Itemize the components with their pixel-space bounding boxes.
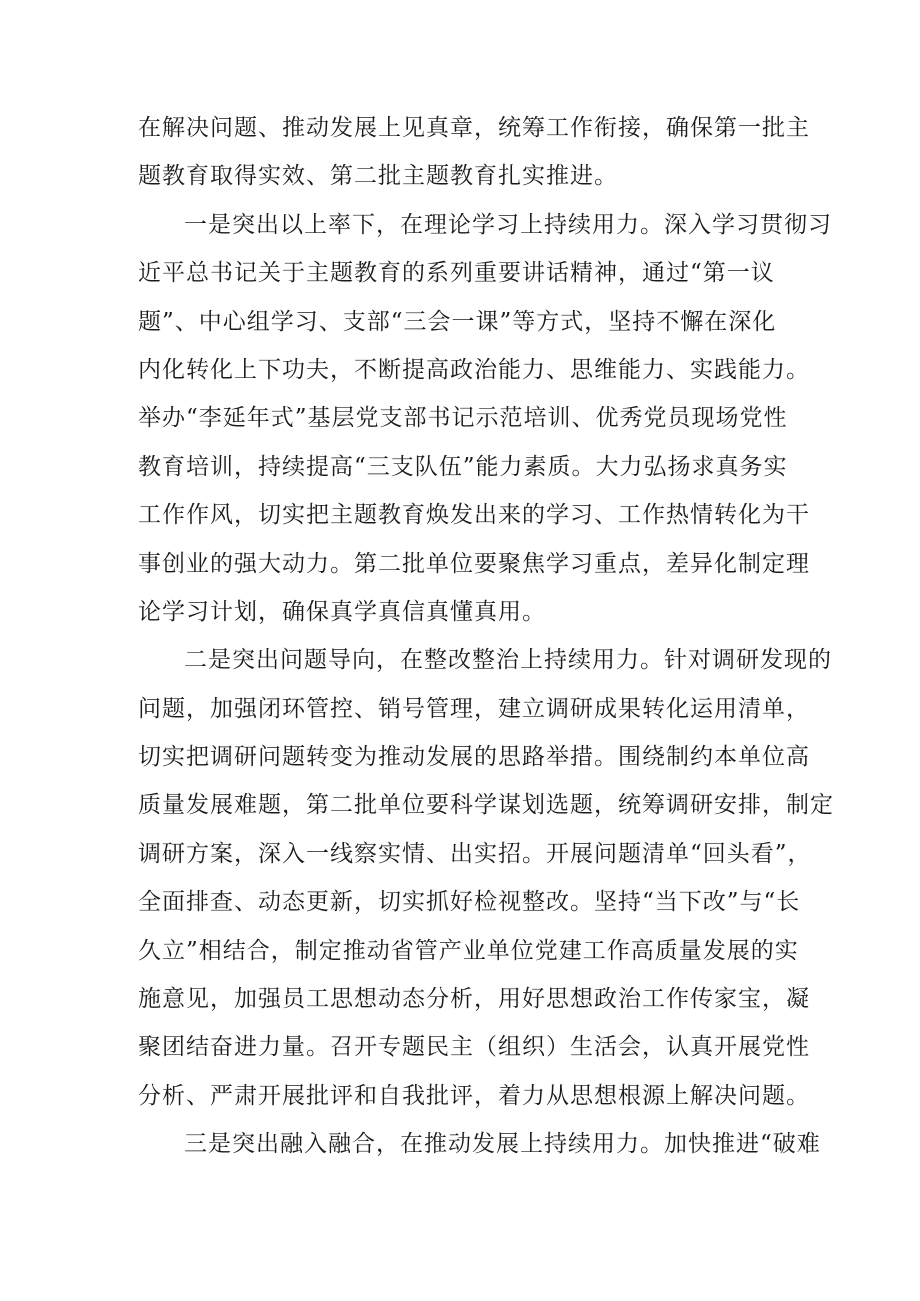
text-line: 久立”相结合，制定推动省管产业单位党建工作高质量发展的实 [138, 937, 799, 964]
paragraph-3 [138, 636, 834, 1120]
text-line: 问题，加强闭环管控、销号管理，建立调研成果转化运用清单， [138, 695, 810, 722]
text-line: 内化转化上下功夫，不断提高政治能力、思维能力、实践能力。 [138, 356, 810, 383]
text-line: 分析、严肃开展批评和自我批评，着力从思想根源上解决问题。 [138, 1082, 810, 1109]
paragraph-2 [138, 201, 832, 637]
text-line: 举办“李延年式”基层党支部书记示范培训、优秀党员现场党性 [138, 405, 788, 432]
text-line: 三是突出融入融合，在推动发展上持续用力。加快推进“破难 [184, 1131, 821, 1158]
text-line: 一是突出以上率下，在理论学习上持续用力。深入学习贯彻习 [184, 211, 832, 238]
text-line: 教育培训，持续提高“三支队伍”能力素质。大力弘扬求真务实 [138, 453, 788, 480]
text-line: 切实把调研问题转变为推动发展的思路举措。围绕制约本单位高 [138, 744, 810, 771]
text-line: 近平总书记关于主题教育的系列重要讲话精神，通过“第一议 [138, 260, 775, 287]
paragraph-1 [138, 104, 810, 201]
text-line: 题”、中心组学习、支部“三会一课”等方式，坚持不懈在深化 [138, 308, 777, 335]
document-body [138, 104, 834, 1169]
text-line: 质量发展难题，第二批单位要科学谋划选题，统筹调研安排，制定 [138, 792, 834, 819]
text-line: 二是突出问题导向，在整改整治上持续用力。针对调研发现的 [184, 647, 832, 674]
text-line: 聚团结奋进力量。召开专题民主（组织）生活会，认真开展党性 [138, 1034, 810, 1061]
paragraph-4 [138, 1120, 821, 1168]
text-line: 调研方案，深入一线察实情、出实招。开展问题清单“回头看”， [138, 840, 812, 867]
text-line: 在解决问题、推动发展上见真章，统筹工作衔接，确保第一批主 [138, 115, 810, 141]
text-line: 事创业的强大动力。第二批单位要聚焦学习重点，差异化制定理 [138, 550, 810, 577]
text-line: 论学习计划，确保真学真信真懂真用。 [138, 598, 546, 625]
text-line: 全面排查、动态更新，切实抓好检视整改。坚持“当下改”与“长 [138, 889, 801, 916]
text-line: 工作作风，切实把主题教育焕发出来的学习、工作热情转化为干 [138, 502, 810, 529]
text-line: 施意见，加强员工思想动态分析，用好思想政治工作传家宝，凝 [138, 986, 810, 1013]
text-line: 题教育取得实效、第二批主题教育扎实推进。 [138, 163, 618, 190]
